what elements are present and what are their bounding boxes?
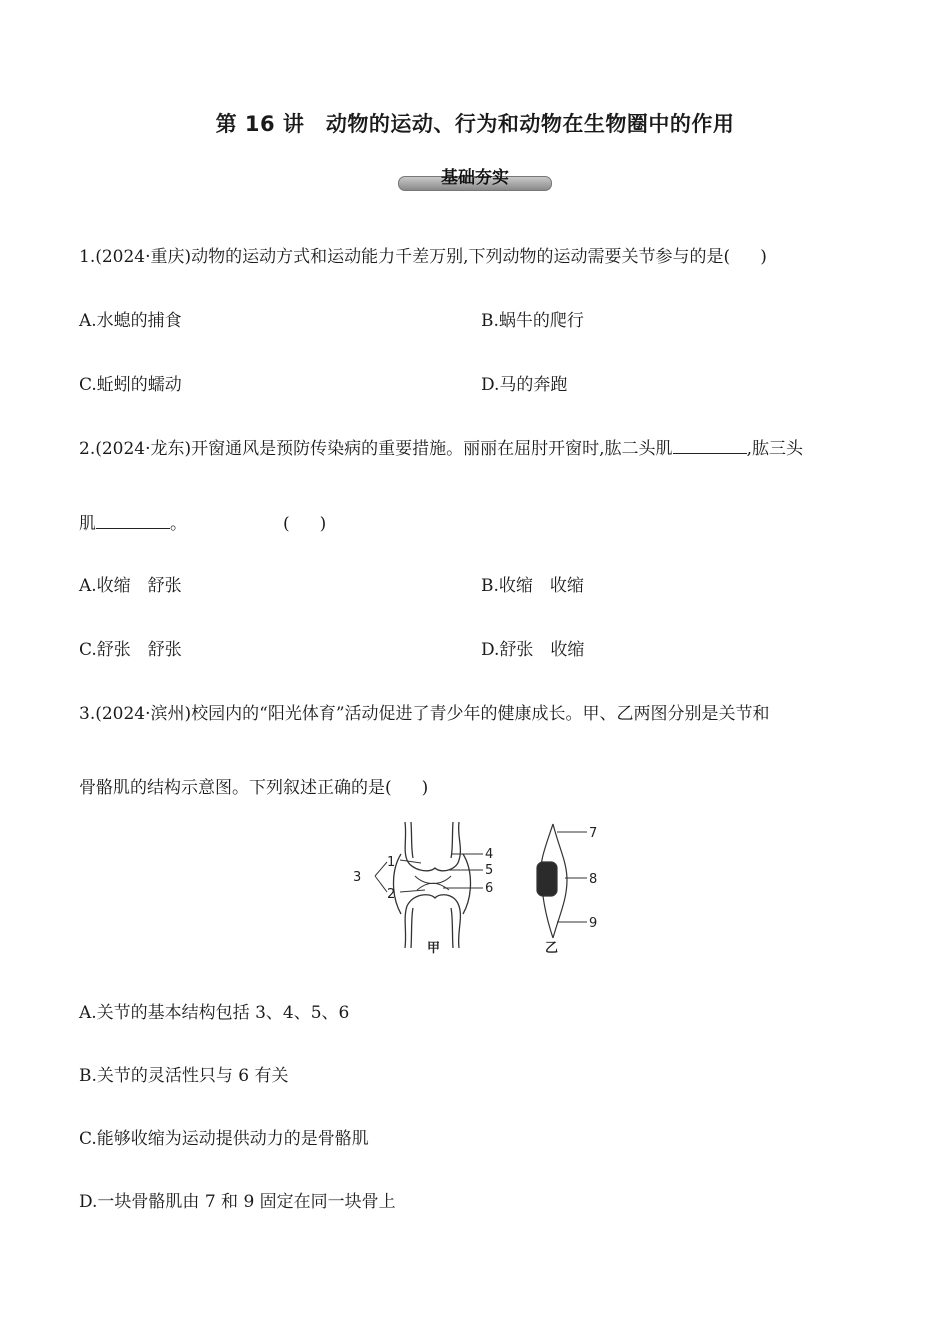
question-2-paren-close: ) xyxy=(319,514,327,534)
question-2-stem-text-c: 肌 xyxy=(79,514,96,534)
question-1-option-c[interactable]: C.蚯蚓的蠕动 xyxy=(79,375,182,395)
question-2-option-a[interactable]: A.收缩 舒张 xyxy=(79,576,182,596)
label-4: 4 xyxy=(485,847,494,862)
answer-blank-2[interactable] xyxy=(96,514,170,529)
label-9: 9 xyxy=(589,916,598,931)
question-1-paren-close: ) xyxy=(760,247,767,267)
section-badge-label: 基础夯实 xyxy=(441,168,509,188)
question-2-option-d[interactable]: D.舒张 收缩 xyxy=(481,640,585,660)
question-1-option-b[interactable]: B.蜗牛的爬行 xyxy=(481,311,584,331)
label-6: 6 xyxy=(485,881,494,896)
question-2-stem-text-b: ,肱三头 xyxy=(746,439,803,459)
question-1-option-d[interactable]: D.马的奔跑 xyxy=(481,375,568,395)
joint-muscle-diagram xyxy=(345,818,605,958)
question-2-stem-text-d: 。 xyxy=(170,514,187,534)
question-3-option-b[interactable]: B.关节的灵活性只与 6 有关 xyxy=(79,1066,289,1086)
label-8: 8 xyxy=(589,872,598,887)
question-1-stem xyxy=(79,242,767,267)
question-2-paren-open: ( xyxy=(283,514,290,534)
page-title: 第 16 讲 动物的运动、行为和动物在生物圈中的作用 xyxy=(215,112,735,136)
question-2-option-c[interactable]: C.舒张 舒张 xyxy=(79,640,182,660)
section-badge xyxy=(398,163,552,189)
label-5: 5 xyxy=(485,863,494,878)
question-2-stem-line2 xyxy=(79,509,326,534)
question-2-option-b[interactable]: B.收缩 收缩 xyxy=(481,576,584,596)
question-3-stem-line2 xyxy=(79,773,428,798)
label-1: 1 xyxy=(387,855,396,870)
label-3: 3 xyxy=(353,870,362,885)
question-3-stem-text: 骨骼肌的结构示意图。下列叙述正确的是( xyxy=(79,778,392,798)
question-2-stem-line1 xyxy=(79,434,803,459)
label-2: 2 xyxy=(387,887,396,902)
question-3-stem-line1: 3.(2024·滨州)校园内的“阳光体育”活动促进了青少年的健康成长。甲、乙两图分别是关节和 xyxy=(79,704,770,724)
caption-yi: 乙 xyxy=(545,941,559,956)
joint-muscle-figure xyxy=(345,818,605,958)
question-3-option-a[interactable]: A.关节的基本结构包括 3、4、5、6 xyxy=(79,1003,350,1023)
caption-jia: 甲 xyxy=(427,941,441,956)
question-3-option-d[interactable]: D.一块骨骼肌由 7 和 9 固定在同一块骨上 xyxy=(79,1192,396,1212)
question-3-option-c[interactable]: C.能够收缩为运动提供动力的是骨骼肌 xyxy=(79,1129,369,1149)
answer-blank-1[interactable] xyxy=(673,439,747,454)
question-2-stem-text-a: 2.(2024·龙东)开窗通风是预防传染病的重要措施。丽丽在屈肘开窗时,肱二头肌 xyxy=(79,439,673,459)
joint-diagram-jia xyxy=(375,822,483,948)
label-7: 7 xyxy=(589,826,598,841)
question-3-paren-close: ) xyxy=(421,778,429,798)
question-1-option-a[interactable]: A.水螅的捕食 xyxy=(79,311,182,331)
joint-labels xyxy=(353,847,493,956)
muscle-diagram-yi xyxy=(537,824,587,938)
question-1-stem-text: 1.(2024·重庆)动物的运动方式和运动能力千差万别,下列动物的运动需要关节参与的是( xyxy=(79,247,731,267)
